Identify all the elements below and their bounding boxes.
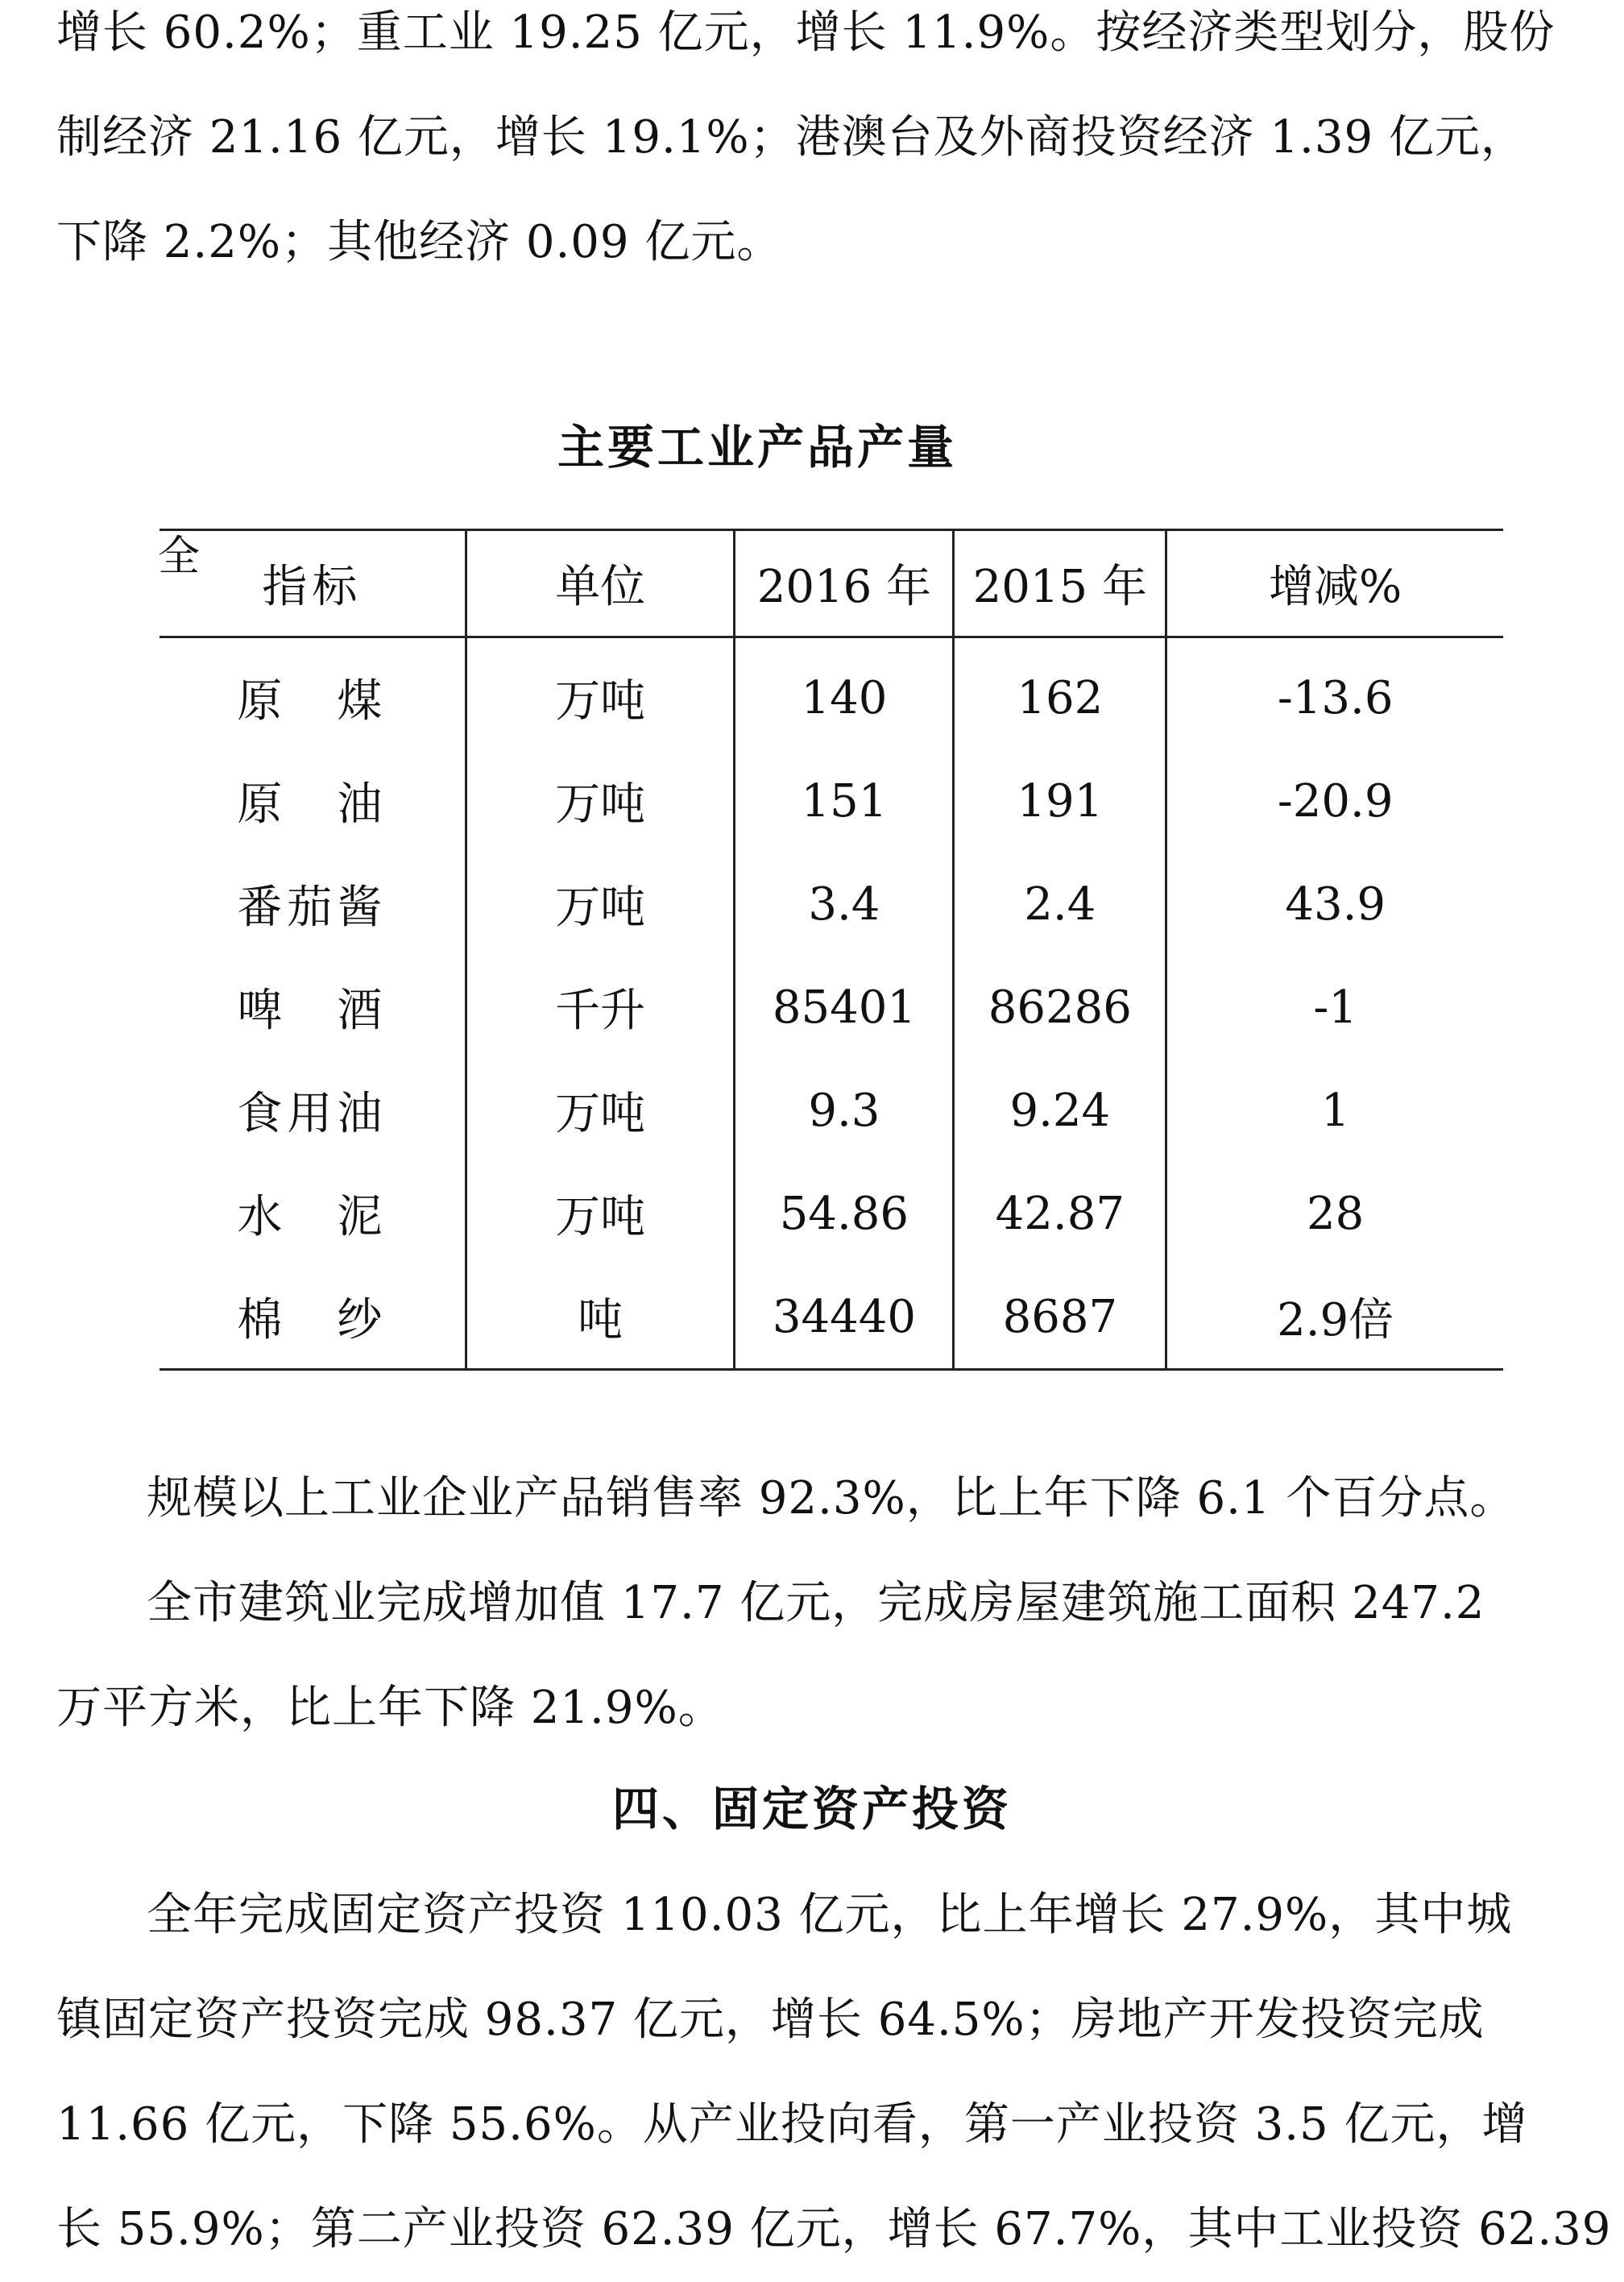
paragraph-sales-rate [56, 1446, 1571, 1551]
header-change: 增减% [1166, 530, 1503, 637]
cell-unit: 万吨 [466, 637, 735, 750]
cell-2015: 162 [954, 637, 1166, 750]
text-line: 全年完成固定资产投资 110.03 亿元，比上年增长 27.9%，其中城 [147, 1889, 1513, 1941]
text-line: 长 55.9%；第二产业投资 62.39 亿元，增长 67.7%，其中工业投资 62.39 [56, 2203, 1612, 2255]
table-row [160, 956, 1503, 1059]
cell-indicator: 原 油 [237, 778, 387, 831]
cell-2015: 9.24 [954, 1059, 1166, 1162]
cell-change: -1 [1166, 956, 1503, 1059]
text-line: 制经济 21.16 亿元，增长 19.1%；港澳台及外商投资经济 1.39 亿元， [56, 111, 1527, 164]
text-line: 11.66 亿元，下降 55.6%。从产业投向看，第一产业投资 3.5 亿元，增 [56, 2098, 1528, 2151]
cell-2016: 54.86 [735, 1162, 954, 1265]
cell-indicator: 番茄酱 [237, 882, 387, 934]
cell-2016: 140 [735, 637, 954, 750]
cell-2016: 85401 [735, 956, 954, 1059]
cell-2015: 8687 [954, 1265, 1166, 1370]
table-row [160, 749, 1503, 853]
cell-indicator: 食用油 [237, 1088, 387, 1140]
table-title: 主要工业产品产量 [557, 420, 957, 475]
cell-unit: 万吨 [466, 749, 735, 853]
industrial-products-table-container [160, 529, 1503, 1371]
cell-2015: 86286 [954, 956, 1166, 1059]
table-corner-note: 全 [158, 533, 201, 581]
table-header-row [160, 530, 1503, 637]
text-line: 下降 2.2%；其他经济 0.09 亿元。 [56, 216, 783, 268]
cell-unit: 万吨 [466, 1059, 735, 1162]
text-line: 规模以上工业企业产品销售率 92.3%，比上年下降 6.1 个百分点。 [147, 1472, 1516, 1525]
table-row [160, 1162, 1503, 1265]
header-2016: 2016 年 [735, 530, 954, 637]
header-2015: 2015 年 [954, 530, 1166, 637]
cell-2015: 191 [954, 749, 1166, 853]
cell-indicator: 原 煤 [237, 675, 387, 728]
cell-indicator: 啤 酒 [237, 985, 387, 1037]
paragraph-fixed-asset-investment [56, 1863, 1612, 2282]
table-row [160, 853, 1503, 956]
cell-change: -13.6 [1166, 637, 1503, 750]
cell-change: 43.9 [1166, 853, 1503, 956]
cell-unit: 千升 [466, 956, 735, 1059]
table-row [160, 1265, 1503, 1370]
table-row [160, 637, 1503, 750]
text-line: 增长 60.2%；重工业 19.25 亿元，增长 11.9%。按经济类型划分，股份 [56, 6, 1556, 59]
cell-2016: 34440 [735, 1265, 954, 1370]
cell-unit: 吨 [466, 1265, 735, 1370]
table-row [160, 1059, 1503, 1162]
header-unit: 单位 [466, 530, 735, 637]
paragraph-construction [56, 1551, 1571, 1761]
industrial-products-table [160, 529, 1503, 1371]
cell-unit: 万吨 [466, 1162, 735, 1265]
text-line: 镇固定资产投资完成 98.37 亿元，增长 64.5%；房地产开发投资完成 [56, 1994, 1485, 2046]
cell-2016: 9.3 [735, 1059, 954, 1162]
paragraph-industry-output [56, 0, 1571, 295]
section-heading: 四、固定资产投资 [611, 1782, 1012, 1836]
cell-change: 1 [1166, 1059, 1503, 1162]
text-line: 全市建筑业完成增加值 17.7 亿元，完成房屋建筑施工面积 247.2 [147, 1577, 1485, 1629]
cell-change: 28 [1166, 1162, 1503, 1265]
cell-indicator: 水 泥 [237, 1191, 387, 1243]
cell-change: 2.9倍 [1166, 1265, 1503, 1370]
cell-indicator: 棉 纱 [237, 1294, 387, 1346]
cell-2016: 151 [735, 749, 954, 853]
cell-unit: 万吨 [466, 853, 735, 956]
cell-2016: 3.4 [735, 853, 954, 956]
cell-2015: 2.4 [954, 853, 1166, 956]
cell-2015: 42.87 [954, 1162, 1166, 1265]
header-indicator: 指标 [262, 561, 362, 613]
text-line: 万平方米，比上年下降 21.9%。 [56, 1682, 724, 1734]
cell-change: -20.9 [1166, 749, 1503, 853]
